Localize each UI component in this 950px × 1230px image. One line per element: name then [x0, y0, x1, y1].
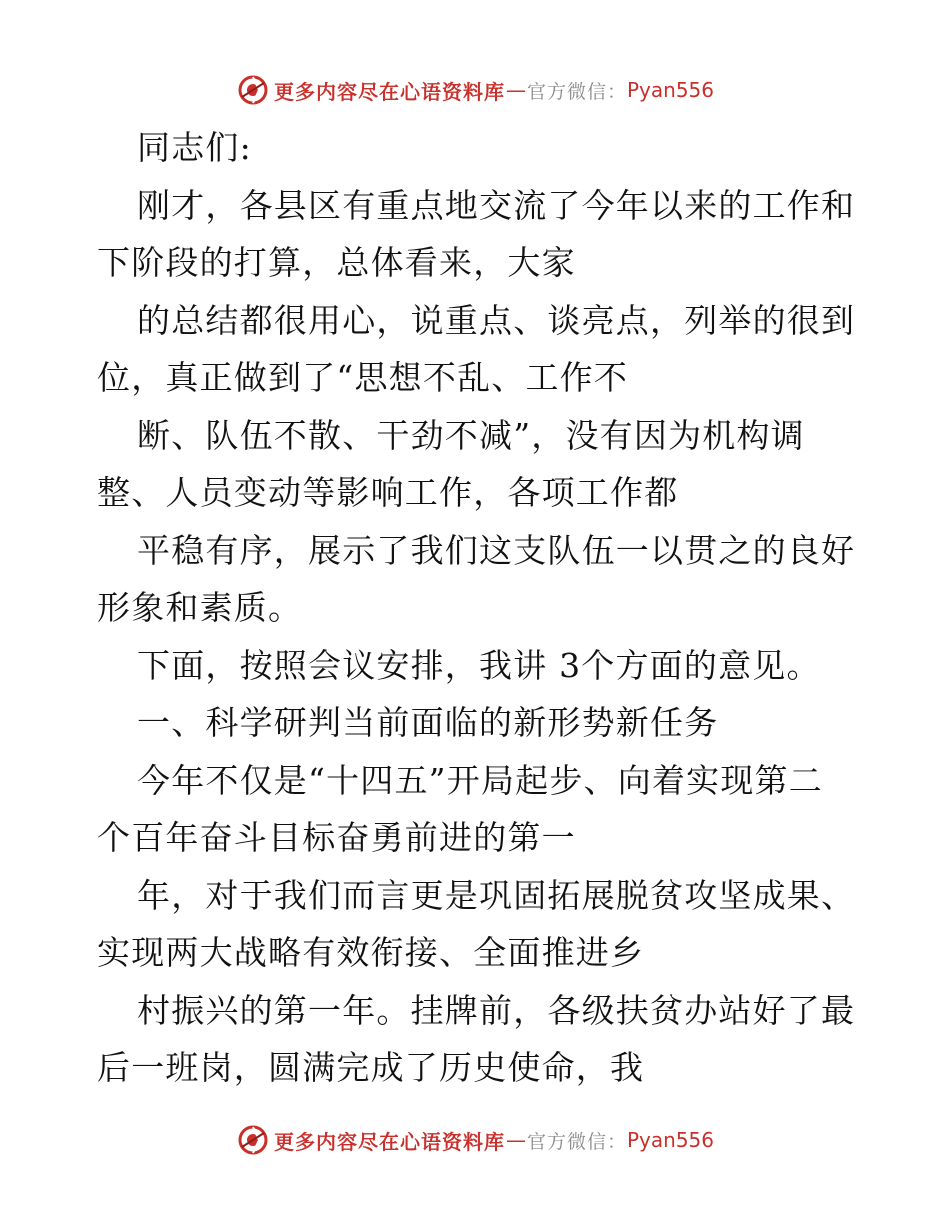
- banner-label: 官方微信：: [526, 80, 627, 103]
- banner-brand-text: 更多内容尽在心语资料库: [273, 79, 505, 104]
- text-line: 实现两大战略有效衔接、全面推进乡: [97, 933, 645, 972]
- text-line: 年，对于我们而言更是巩固拓展脱贫攻坚成果、: [137, 876, 856, 915]
- text-line: 位，真正做到了“思想不乱、工作不: [97, 358, 629, 397]
- banner-dash: —: [505, 78, 526, 102]
- banner-brand-text: 更多内容尽在心语资料库: [273, 1129, 505, 1154]
- text-line: 刚才，各县区有重点地交流了今年以来的工作和: [137, 186, 856, 225]
- text-line: 整、人员变动等影响工作，各项工作都: [97, 473, 679, 512]
- footer-banner: [0, 1120, 950, 1160]
- brand-logo-icon: [236, 73, 270, 107]
- text-line: 断、队伍不散、干劲不减”，没有因为机构调: [137, 416, 805, 455]
- text-line: 同志们:: [137, 128, 252, 167]
- banner-wechat-id: Pyan556: [627, 78, 715, 102]
- text-line: 下阶段的打算，总体看来，大家: [97, 243, 576, 282]
- brand-logo-icon: [236, 1123, 270, 1157]
- text-line: 形象和素质。: [97, 588, 303, 627]
- text-line: 平稳有序，展示了我们这支队伍一以贯之的良好: [137, 531, 856, 570]
- banner-dash: —: [505, 1128, 526, 1152]
- banner-wechat-id: Pyan556: [627, 1128, 715, 1152]
- text-line: 下面，按照会议安排，我讲 3个方面的意见。: [137, 646, 821, 685]
- text-line: 个百年奋斗目标奋勇前进的第一: [97, 818, 576, 857]
- text-line: 的总结都很用心，说重点、谈亮点，列举的很到: [137, 301, 856, 340]
- section-heading: 一、科学研判当前面临的新形势新任务: [137, 703, 719, 742]
- text-line: 村振兴的第一年。挂牌前，各级扶贫办站好了最: [137, 991, 856, 1030]
- text-line: 后一班岗，圆满完成了历史使命，我: [97, 1048, 645, 1087]
- text-line: 今年不仅是“十四五”开局起步、向着实现第二: [137, 761, 823, 800]
- banner-label: 官方微信：: [526, 1130, 627, 1153]
- header-banner: [0, 70, 950, 110]
